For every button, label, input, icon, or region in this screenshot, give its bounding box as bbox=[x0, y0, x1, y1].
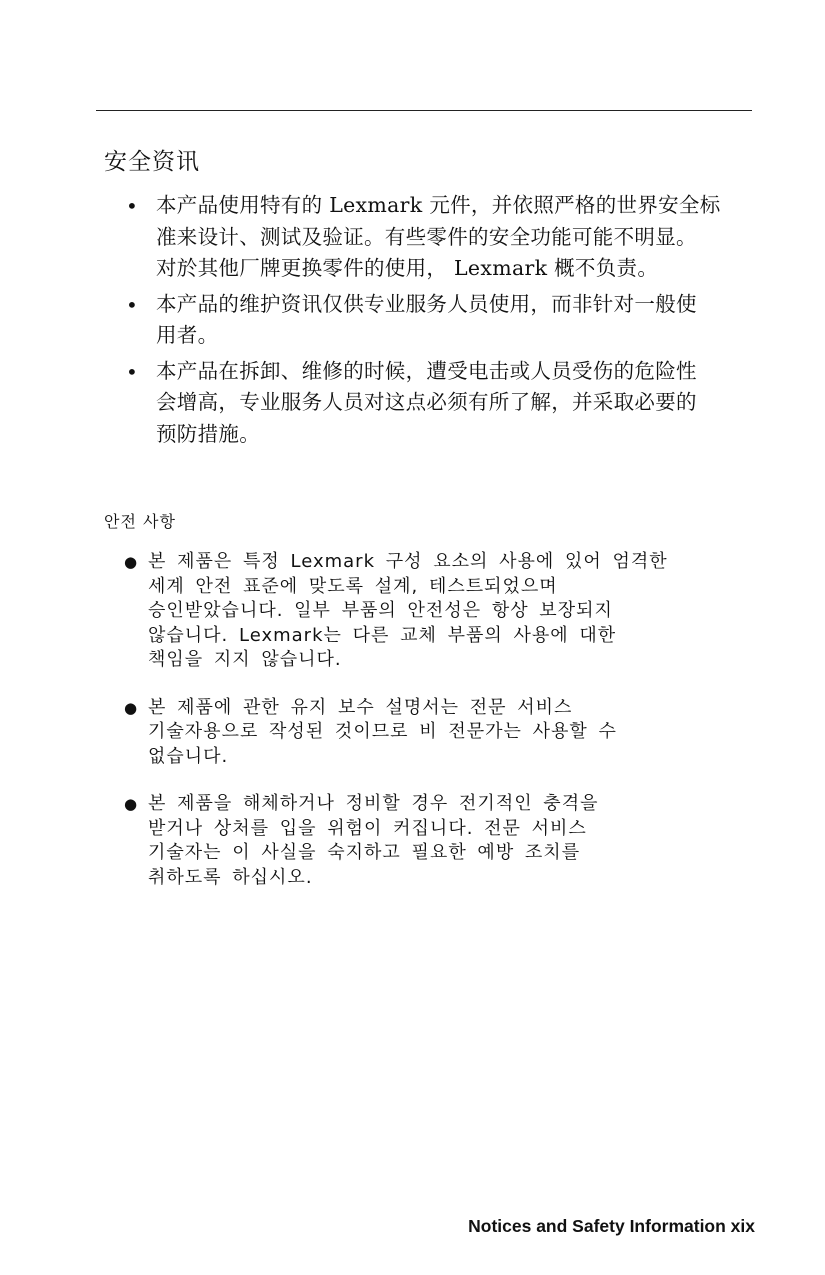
header-rule bbox=[96, 110, 752, 111]
list-item bbox=[124, 792, 744, 890]
bullet-icon: ● bbox=[124, 698, 138, 717]
bullet-icon: • bbox=[126, 194, 138, 218]
chinese-safety-item-3: 本产品在拆卸、维修的时候，遭受电击或人员受伤的危险性 会增高，专业服务人员对这点必须有所了解，并采取必要的 预防措施。 bbox=[156, 358, 697, 446]
bullet-icon: ● bbox=[124, 795, 138, 813]
korean-safety-list bbox=[124, 550, 744, 913]
chinese-safety-list bbox=[126, 190, 746, 454]
list-item bbox=[126, 289, 746, 352]
chinese-safety-item-1: 本产品使用特有的 Lexmark 元件，并依照严格的世界安全标 准来设计、测试及验证。有些零件的安全功能可能不明显。 对於其他厂牌更换零件的使用， Lexmark 概不负责。 bbox=[156, 193, 721, 280]
korean-section-title: 안전 사항 bbox=[104, 512, 176, 531]
list-item bbox=[124, 696, 744, 770]
korean-safety-item-1: 본 제품은 특정 Lexmark 구성 요소의 사용에 있어 엄격한 세계 안전 표준에 맞도록 설계, 테스트되었으며 승인받았습니다. 일부 부품의 안전성은 항상 보장되지 않습니다. Lexmark는 다른 교체 부품의 사용에 대한 책임을 지지 않습니다. bbox=[148, 551, 668, 670]
korean-safety-item-3: 본 제품을 해체하거나 정비할 경우 전기적인 충격을 받거나 상처를 입을 위험이 커집니다. 전문 서비스 기술자는 이 사실을 숙지하고 필요한 예방 조치를 취하도록 하십시오. bbox=[148, 793, 599, 888]
list-item bbox=[126, 190, 746, 285]
bullet-icon: • bbox=[126, 292, 138, 317]
list-item bbox=[124, 550, 744, 673]
bullet-icon: ● bbox=[124, 553, 138, 571]
chinese-safety-item-2: 本产品的维护资讯仅供专业服务人员使用，而非针对一般使 用者。 bbox=[156, 291, 697, 347]
korean-safety-item-2: 본 제품에 관한 유지 보수 설명서는 전문 서비스 기술자용으로 작성된 것이므로 비 전문가는 사용할 수 없습니다. bbox=[148, 696, 617, 767]
list-item bbox=[126, 356, 746, 451]
page-footer: Notices and Safety Information xix bbox=[468, 1216, 755, 1236]
chinese-section-title: 安全资讯 bbox=[104, 149, 200, 175]
bullet-icon: • bbox=[126, 359, 138, 384]
